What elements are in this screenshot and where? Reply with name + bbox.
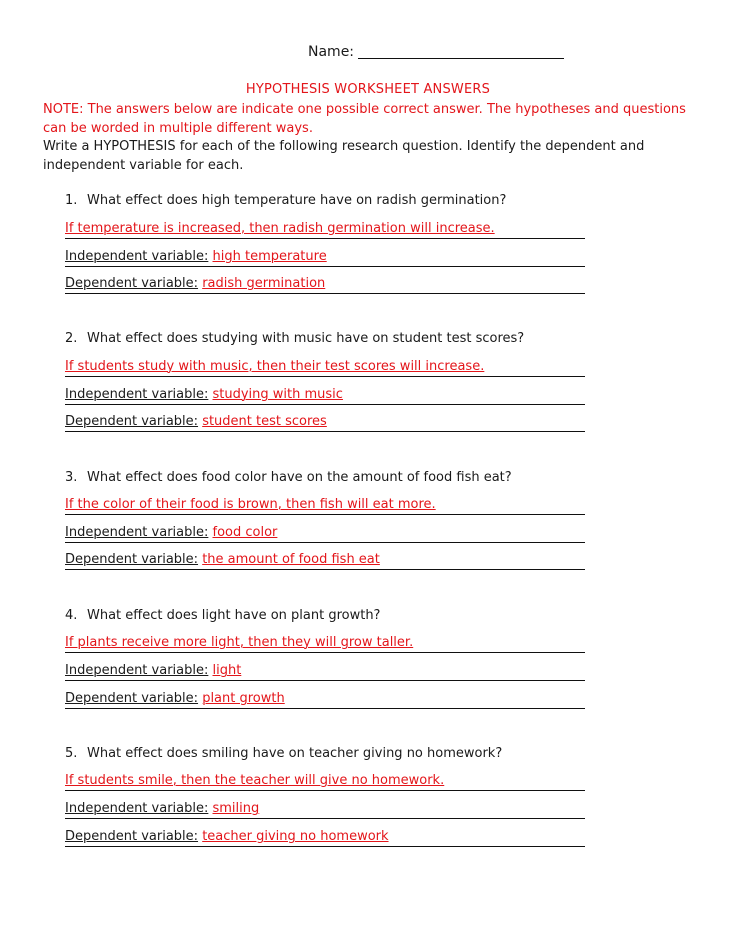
hypothesis-answer-3 (65, 497, 585, 515)
question-number: 1. (65, 193, 78, 208)
dependent-variable-row-4 (65, 691, 585, 709)
question-2 (65, 331, 665, 346)
hypothesis-answer-5 (65, 773, 585, 791)
independent-label: Independent variable: (65, 801, 209, 816)
independent-variable-row-3 (65, 525, 585, 543)
question-number: 2. (65, 331, 78, 346)
dependent-answer: the amount of food fish eat (202, 552, 380, 567)
independent-answer: smiling (212, 801, 260, 816)
dependent-answer: plant growth (202, 691, 285, 706)
answer-note: NOTE: The answers below are indicate one possible correct answer. The hypotheses and questions can be worded in multiple different ways. (43, 102, 686, 136)
dependent-answer: radish germination (202, 276, 326, 291)
independent-label: Independent variable: (65, 663, 209, 678)
dependent-label: Dependent variable: (65, 552, 199, 567)
independent-label: Independent variable: (65, 525, 209, 540)
dependent-variable-row-3 (65, 552, 585, 570)
independent-answer: food color (212, 525, 278, 540)
instructions: Write a HYPOTHESIS for each of the following research question. Identify the dependent and independent variable for each. (43, 139, 645, 173)
question-text: What effect does food color have on the amount of food fish eat? (87, 470, 512, 485)
hypothesis-answer-4 (65, 635, 585, 653)
hypothesis-answer-1 (65, 221, 585, 239)
dependent-label: Dependent variable: (65, 691, 199, 706)
independent-variable-row-5 (65, 801, 585, 819)
dependent-label: Dependent variable: (65, 276, 199, 291)
question-text: What effect does studying with music have on student test scores? (87, 331, 525, 346)
question-number: 4. (65, 608, 78, 623)
independent-answer: light (212, 663, 242, 678)
question-text: What effect does high temperature have on radish germination? (87, 193, 507, 208)
hypothesis-text: If plants receive more light, then they will grow taller. (65, 635, 414, 650)
hypothesis-text: If temperature is increased, then radish germination will increase. (65, 221, 495, 236)
dependent-label: Dependent variable: (65, 829, 199, 844)
question-5 (65, 746, 665, 761)
name-blank-line (358, 46, 564, 59)
dependent-variable-row-2 (65, 414, 585, 432)
dependent-variable-row-1 (65, 276, 585, 294)
question-1 (65, 193, 665, 208)
dependent-answer: teacher giving no homework (202, 829, 389, 844)
question-text: What effect does smiling have on teacher giving no homework? (87, 746, 503, 761)
independent-answer: studying with music (212, 387, 343, 402)
hypothesis-text: If students study with music, then their test scores will increase. (65, 359, 485, 374)
independent-label: Independent variable: (65, 387, 209, 402)
independent-variable-row-1 (65, 249, 585, 267)
hypothesis-text: If the color of their food is brown, then fish will eat more. (65, 497, 436, 512)
name-label: Name: (308, 44, 355, 60)
independent-label: Independent variable: (65, 249, 209, 264)
dependent-answer: student test scores (202, 414, 327, 429)
question-4 (65, 608, 665, 623)
dependent-label: Dependent variable: (65, 414, 199, 429)
question-number: 5. (65, 746, 78, 761)
name-field (308, 44, 564, 60)
hypothesis-answer-2 (65, 359, 585, 377)
hypothesis-text: If students smile, then the teacher will give no homework. (65, 773, 445, 788)
question-text: What effect does light have on plant growth? (87, 608, 381, 623)
independent-variable-row-2 (65, 387, 585, 405)
dependent-variable-row-5 (65, 829, 585, 847)
question-3 (65, 470, 665, 485)
independent-answer: high temperature (212, 249, 327, 264)
worksheet-title: HYPOTHESIS WORKSHEET ANSWERS (245, 82, 491, 97)
independent-variable-row-4 (65, 663, 585, 681)
question-number: 3. (65, 470, 78, 485)
